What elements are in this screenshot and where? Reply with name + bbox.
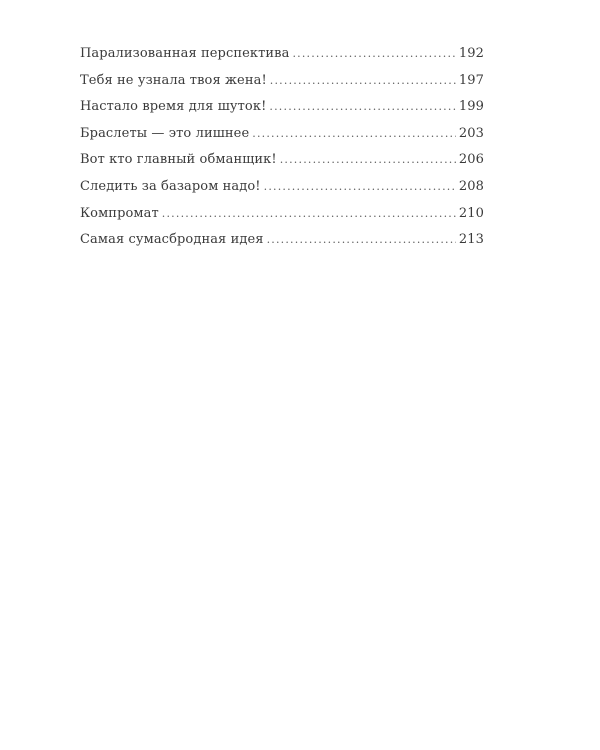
toc-entry-page-number: 206 [458, 152, 484, 168]
toc-leader-dots [280, 153, 456, 166]
toc-entry-title: Самая сумасбродная идея [80, 232, 264, 248]
toc-entry [80, 206, 484, 233]
toc-entry [80, 152, 484, 179]
toc-leader-dots [264, 180, 456, 193]
toc-entry [80, 46, 484, 73]
toc-entry-title: Компромат [80, 205, 159, 221]
toc-leader-dots [270, 74, 456, 87]
toc-leader-dots [267, 233, 456, 246]
toc-entry [80, 73, 484, 100]
toc-entry-page-number: 210 [458, 205, 484, 221]
toc-entry [80, 232, 484, 259]
toc-entry [80, 126, 484, 153]
toc-entry-title: Вот кто главный обманщик! [80, 152, 277, 168]
toc-leader-dots [269, 100, 455, 113]
toc-entry-title: Парализованная перспектива [80, 46, 290, 61]
toc-entry [80, 179, 484, 206]
toc-entry-page-number: 197 [458, 72, 484, 88]
table-of-contents [80, 46, 484, 259]
toc-entry [80, 99, 484, 126]
toc-entry-title: Браслеты — это лишнее [80, 125, 250, 141]
toc-entry-title: Тебя не узнала твоя жена! [80, 72, 267, 88]
toc-entry-page-number: 208 [458, 178, 484, 194]
toc-leader-dots [292, 47, 455, 60]
toc-entry-page-number: 203 [458, 125, 484, 141]
toc-leader-dots [252, 127, 456, 140]
toc-leader-dots [162, 207, 456, 220]
toc-entry-page-number: 199 [458, 99, 484, 115]
toc-entry-title: Следить за базаром надо! [80, 178, 261, 194]
toc-entry-page-number: 192 [458, 46, 484, 61]
toc-entry-page-number: 213 [458, 232, 484, 248]
toc-entry-title: Настало время для шуток! [80, 99, 267, 115]
